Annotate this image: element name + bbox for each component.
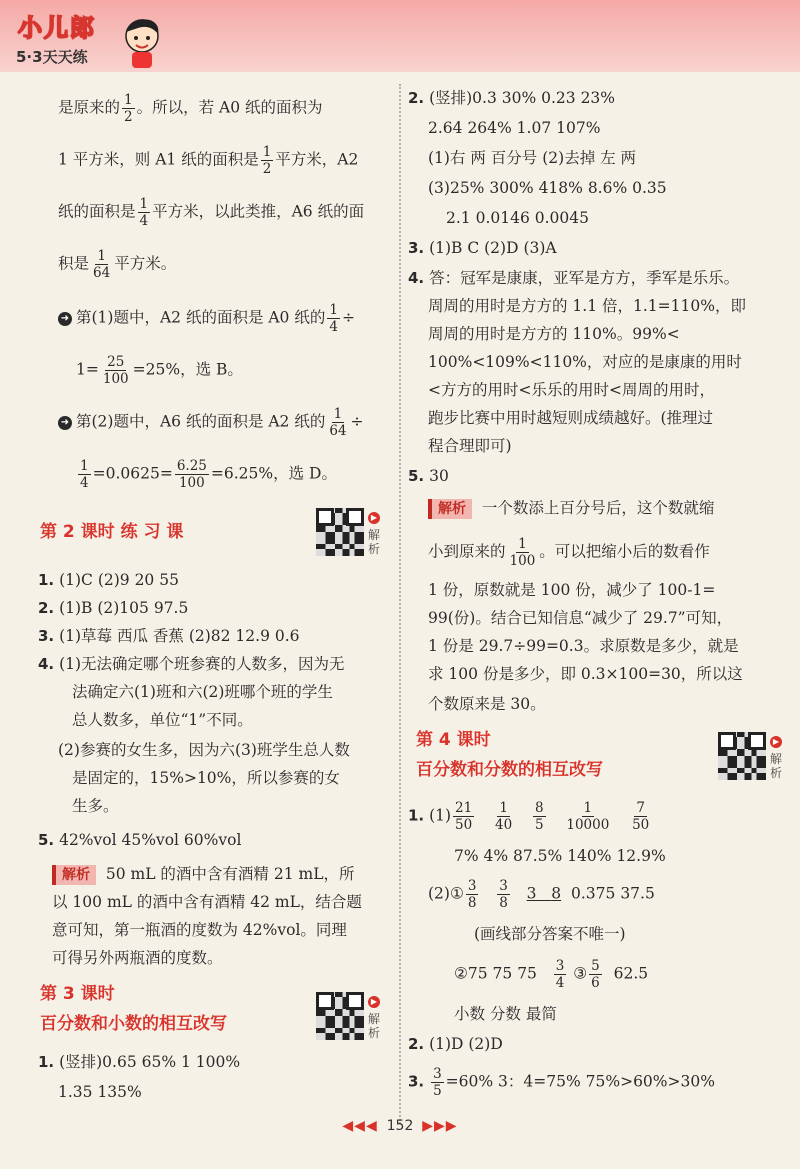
- text-line: 总人数多，单位“1”不同。: [72, 711, 253, 729]
- question-number: 1.: [38, 571, 55, 589]
- brand-logo: [8, 4, 168, 70]
- section-title-lesson-2: 第 2 课时 练 习 课: [40, 522, 184, 542]
- text-line: (2)参赛的女生多，因为六(3)班学生总人数: [58, 741, 350, 759]
- text: ÷: [341, 308, 355, 327]
- arrow-icon: ➜: [58, 416, 72, 430]
- answer-line: [38, 826, 241, 854]
- text: =25%，选 B。: [132, 360, 243, 379]
- page-number: 152: [386, 1118, 414, 1134]
- question-number: 3.: [408, 1072, 425, 1091]
- answer-line: [428, 878, 655, 911]
- question-number: 4.: [38, 655, 55, 673]
- text-line: 跑步比赛中用时越短则成绩越好。(推理过: [428, 409, 714, 427]
- text: ②75 75 75: [454, 964, 537, 983]
- fraction: $\frac{3}{5}$: [433, 1066, 442, 1099]
- text: (1)无法确定哪个班参赛的人数多，因为无: [59, 655, 345, 673]
- question-number: 3.: [408, 239, 425, 257]
- arrow-icon: ➜: [58, 312, 72, 326]
- text-line: [428, 536, 710, 569]
- mascot-icon: [120, 14, 164, 70]
- text: 62.5: [613, 964, 649, 983]
- text: 答：冠军是康康，亚军是方方，季军是乐乐。: [429, 269, 740, 287]
- text-line: (1)右 两 百分号 (2)去掉 左 两: [428, 149, 637, 167]
- fraction: $\frac{1}{2}$: [124, 92, 133, 125]
- text: (1)B (2)105 97.5: [59, 599, 189, 617]
- text: 30: [429, 467, 449, 485]
- fraction: $\frac{7}{50}$: [632, 800, 650, 833]
- fraction: $\frac{1}{2}$: [262, 144, 272, 177]
- text-line: 100%<109%<110%，对应的是康康的用时: [428, 353, 742, 371]
- fraction: $\frac{1}{64}$: [329, 406, 347, 439]
- text-line: 1 份是 29.7÷99=0.3。求原数是多少，就是: [428, 637, 739, 655]
- series-name: 5·3天天练: [16, 48, 88, 66]
- text: 42%vol 45%vol 60%vol: [59, 831, 242, 849]
- note-line: [76, 354, 243, 387]
- qr-label: 解析: [368, 1012, 381, 1040]
- qr-code-icon[interactable]: [718, 732, 766, 780]
- question-number: 2.: [38, 599, 55, 617]
- text: 。所以，若 A0 纸的面积为: [136, 98, 323, 117]
- answer-line: [454, 958, 648, 991]
- note-line: [58, 406, 364, 439]
- answer-line: [408, 84, 615, 112]
- play-icon: ▶: [770, 736, 782, 748]
- text-line: [58, 144, 358, 177]
- section-subtitle-lesson-3: 百分数和小数的相互改写: [40, 1014, 227, 1034]
- text: (1)草莓 西瓜 香蕉 (2)82 12.9 0.6: [59, 627, 300, 645]
- text: (竖排)0.65 65% 1 100%: [59, 1053, 241, 1071]
- fraction: $\frac{1}{4}$: [139, 196, 149, 229]
- text-line: 1 份，原数就是 100 份，减少了 100-1=: [428, 581, 716, 599]
- text: 平方米。: [114, 254, 177, 273]
- answer-line: [408, 1066, 715, 1099]
- text: 积是: [58, 254, 90, 273]
- note-line: [58, 302, 355, 335]
- text: 1 平方米，则 A1 纸的面积是: [58, 150, 259, 169]
- note-line: [76, 458, 337, 491]
- text-line: 意可知，第一瓶酒的度数为 42%vol。同理: [52, 921, 347, 939]
- analysis-line: [428, 494, 714, 522]
- text: 小到原来的: [428, 542, 506, 561]
- answer-line: [38, 622, 300, 650]
- fraction: $\frac{3}{8}$: [467, 878, 477, 911]
- text: (2): [428, 884, 450, 903]
- text: (1)D (2)D: [429, 1035, 503, 1053]
- text-line: 7% 4% 87.5% 140% 12.9%: [454, 847, 666, 865]
- section-subtitle-lesson-4: 百分数和分数的相互改写: [416, 760, 603, 780]
- text: 平方米，以此类推，A6 纸的面: [152, 202, 365, 221]
- text: =60% 3：4=75% 75%>60%>30%: [445, 1072, 715, 1091]
- text: (1)B C (2)D (3)A: [429, 239, 557, 257]
- play-icon: ▶: [368, 996, 380, 1008]
- underlined-answer: 3 8: [526, 884, 562, 903]
- text-line: 2.64 264% 1.07 107%: [428, 119, 601, 137]
- text-line: 可得另外两瓶酒的度数。: [52, 949, 223, 967]
- answer-line: [38, 594, 188, 622]
- fraction: $\frac{1}{4}$: [329, 302, 338, 335]
- text-line: [58, 196, 364, 229]
- answer-line: [408, 234, 557, 262]
- page-header: [0, 0, 800, 72]
- fraction: $\frac{5}{6}$: [591, 958, 600, 991]
- qr-label: 解析: [368, 528, 381, 556]
- text: =6.25%，选 D。: [210, 464, 337, 483]
- question-number: 4.: [408, 269, 425, 287]
- analysis-line: [52, 860, 355, 888]
- text-line: 2.1 0.0146 0.0045: [446, 209, 589, 227]
- text-line: <方方的用时<乐乐的用时<周周的用时，: [428, 381, 715, 399]
- left-arrows-icon: ◀◀◀: [342, 1118, 378, 1134]
- answer-line: [408, 264, 739, 292]
- text: 0.375 37.5: [571, 884, 655, 903]
- answer-line: [408, 800, 653, 833]
- fraction: $\frac{3}{8}$: [499, 878, 508, 911]
- text: 第(1)题中，A2 纸的面积是 A0 纸的: [76, 308, 326, 327]
- right-arrows-icon: ▶▶▶: [422, 1118, 458, 1134]
- question-number: 3.: [38, 627, 55, 645]
- question-number: 1.: [408, 806, 425, 825]
- answer-line: [408, 462, 449, 490]
- text-line: 求 100 份是多少，即 0.3×100=30，所以这: [428, 665, 743, 683]
- play-icon: ▶: [368, 512, 380, 524]
- text: (竖排)0.3 30% 0.23 23%: [429, 89, 616, 107]
- fraction: $\frac{3}{4}$: [555, 958, 565, 991]
- text: 第(2)题中，A6 纸的面积是 A2 纸的: [76, 412, 326, 431]
- question-number: 2.: [408, 1035, 425, 1053]
- text-line: [58, 92, 323, 125]
- question-number: 1.: [38, 1053, 55, 1071]
- text-line: 以 100 mL 的酒中含有酒精 42 mL，结合题: [52, 893, 362, 911]
- section-title-lesson-3: 第 3 课时: [40, 984, 115, 1004]
- fraction: $\frac{8}{5}$: [534, 800, 544, 833]
- answer-line: [38, 1048, 240, 1076]
- text-line: (3)25% 300% 418% 8.6% 0.35: [428, 179, 667, 197]
- text-line: 周周的用时是方方的 1.1 倍，1.1=110%，即: [428, 297, 746, 315]
- question-number: 5.: [38, 831, 55, 849]
- text: 50 mL 的酒中含有酒精 21 mL，所: [105, 865, 355, 883]
- text-line: [58, 248, 176, 281]
- text: (1)C (2)9 20 55: [59, 571, 179, 589]
- fraction: $\frac{1}{100}$: [509, 536, 536, 569]
- text: =0.0625=: [92, 464, 173, 483]
- answer-line: [38, 566, 179, 594]
- text: ③: [573, 964, 588, 983]
- answer-line: [38, 650, 345, 678]
- analysis-tag: 解析: [52, 865, 96, 885]
- text: ①: [449, 884, 464, 903]
- analysis-tag: 解析: [428, 499, 472, 519]
- text-line: 是固定的，15%>10%，所以参赛的女: [72, 769, 340, 787]
- text: 1=: [76, 360, 99, 379]
- fraction: $\frac{1}{40}$: [495, 800, 513, 833]
- text: 是原来的: [58, 98, 121, 117]
- fraction: $\frac{6.25}{100}$: [176, 458, 207, 491]
- question-number: 2.: [408, 89, 425, 107]
- fraction: $\frac{1}{10000}$: [566, 800, 610, 833]
- text-line: 99(份)。结合已知信息“减少了 29.7”可知，: [428, 609, 733, 627]
- text: 一个数添上百分号后，这个数就缩: [481, 499, 715, 517]
- text: 纸的面积是: [58, 202, 136, 221]
- text: 。可以把缩小后的数看作: [539, 542, 710, 561]
- text-line: 周周的用时是方方的 110%。99%<: [428, 325, 680, 343]
- qr-code-icon[interactable]: [316, 992, 364, 1040]
- fraction: $\frac{25}{100}$: [102, 354, 129, 387]
- text-line: 1.35 135%: [58, 1083, 142, 1101]
- qr-code-icon[interactable]: [316, 508, 364, 556]
- fraction: $\frac{21}{50}$: [455, 800, 473, 833]
- text-line: 个数原来是 30。: [428, 695, 546, 713]
- text-line: 生多。: [72, 797, 119, 815]
- fraction: $\frac{1}{4}$: [80, 458, 89, 491]
- page-footer: [0, 1118, 800, 1134]
- question-number: 5.: [408, 467, 425, 485]
- section-title-lesson-4: 第 4 课时: [416, 730, 491, 750]
- text-line: 小数 分数 最简: [454, 1005, 557, 1023]
- text: 平方米，A2: [275, 150, 359, 169]
- text-line: 程合理即可): [428, 437, 512, 455]
- text: ÷: [350, 412, 364, 431]
- column-divider: [399, 84, 401, 1124]
- answer-line: [408, 1030, 503, 1058]
- fraction: $\frac{1}{64}$: [93, 248, 111, 281]
- qr-label: 解析: [770, 752, 783, 780]
- text: (1): [429, 806, 452, 825]
- note-text: (画线部分答案不唯一): [474, 925, 626, 943]
- text-line: 法确定六(1)班和六(2)班哪个班的学生: [72, 683, 333, 701]
- brand-name: 小儿郎: [18, 14, 96, 42]
